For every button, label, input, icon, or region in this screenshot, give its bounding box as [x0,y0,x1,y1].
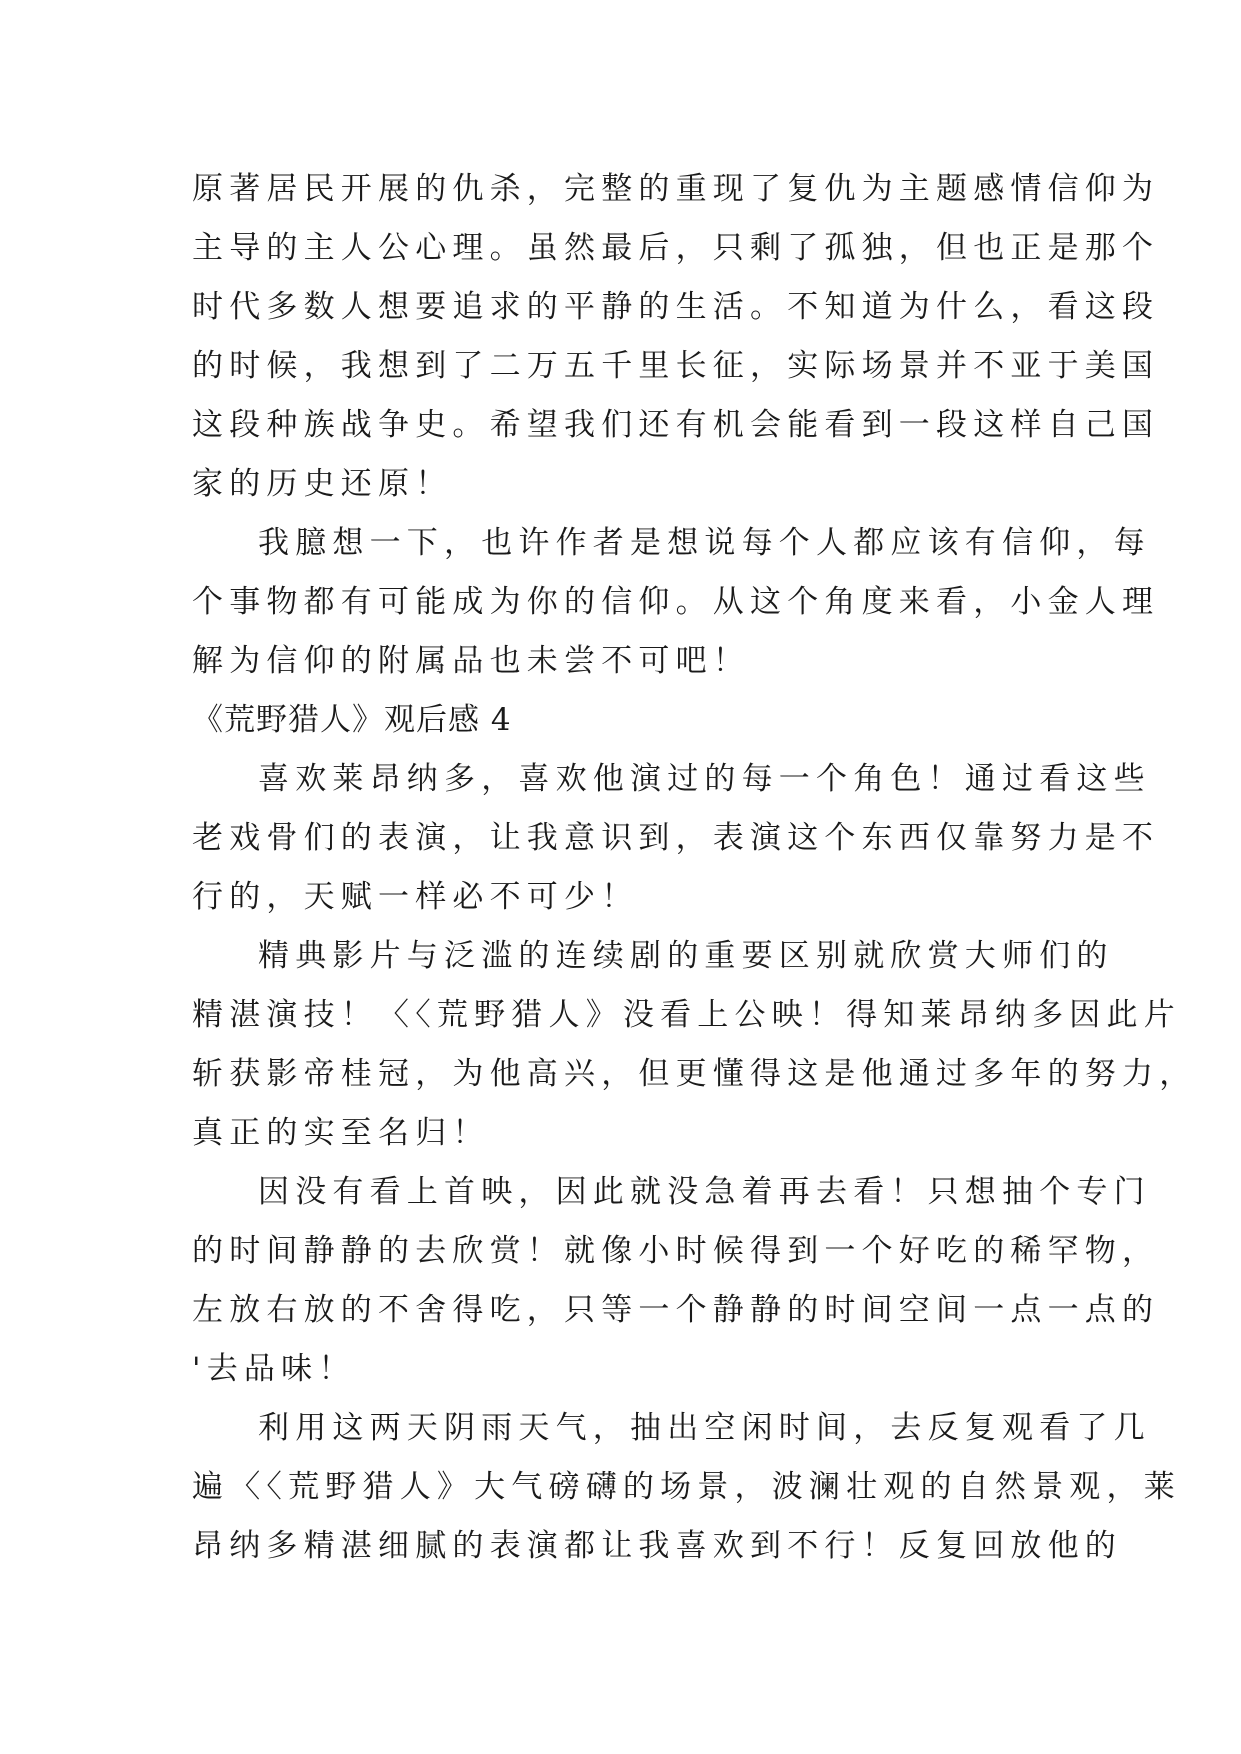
text-line: 精典影片与泛滥的连续剧的重要区别就欣赏大师们的 [258,938,1114,974]
text-line: 利用这两天阴雨天气，抽出空闲时间，去反复观看了几 [258,1410,1151,1446]
text-line: 遍〈〈荒野猎人》大气磅礴的场景，波澜壮观的自然景观，莱 [192,1469,1181,1505]
text-line: 左放右放的不舍得吃，只等一个静静的时间空间一点一点的 [192,1292,1160,1328]
document-body [192,160,1197,1576]
text-line: 因没有看上首映，因此就没急着再去看！只想抽个专门 [258,1174,1151,1210]
text-line: 我臆想一下，也许作者是想说每个人都应该有信仰，每 [258,525,1151,561]
text-line: 时代多数人想要追求的平静的生活。不知道为什么，看这段 [192,289,1160,325]
text-line: 行的，天赋一样必不可少！ [192,879,639,915]
text-line: 真正的实至名归！ [192,1115,490,1151]
text-line: 精湛演技！〈〈荒野猎人》没看上公映！得知莱昂纳多因此片 [192,997,1181,1033]
text-line: 解为信仰的附属品也未尝不可吧！ [192,643,750,679]
text-line: 家的历史还原！ [192,466,453,502]
text-line: 个事物都有可能成为你的信仰。从这个角度来看，小金人理 [192,584,1160,620]
text-line: 的时间静静的去欣赏！就像小时候得到一个好吃的稀罕物， [192,1233,1160,1269]
text-line: 的时候，我想到了二万五千里长征，实际场景并不亚于美国 [192,348,1160,384]
text-line: 这段种族战争史。希望我们还有机会能看到一段这样自己国 [192,407,1160,443]
text-line: 喜欢莱昂纳多，喜欢他演过的每一个角色！通过看这些 [258,761,1151,797]
text-line: 主导的主人公心理。虽然最后，只剩了孤独，但也正是那个 [192,230,1160,266]
text-line: 昂纳多精湛细腻的表演都让我喜欢到不行！反复回放他的 [192,1528,1122,1564]
text-line: 斩获影帝桂冠，为他高兴，但更懂得这是他通过多年的努力， [192,1056,1197,1092]
section-heading: 《荒野猎人》观后感 4 [192,702,512,738]
text-line: 老戏骨们的表演，让我意识到，表演这个东西仅靠努力是不 [192,820,1160,856]
text-line: '去品味！ [192,1351,356,1387]
text-line: 原著居民开展的仇杀，完整的重现了复仇为主题感情信仰为 [192,171,1160,207]
